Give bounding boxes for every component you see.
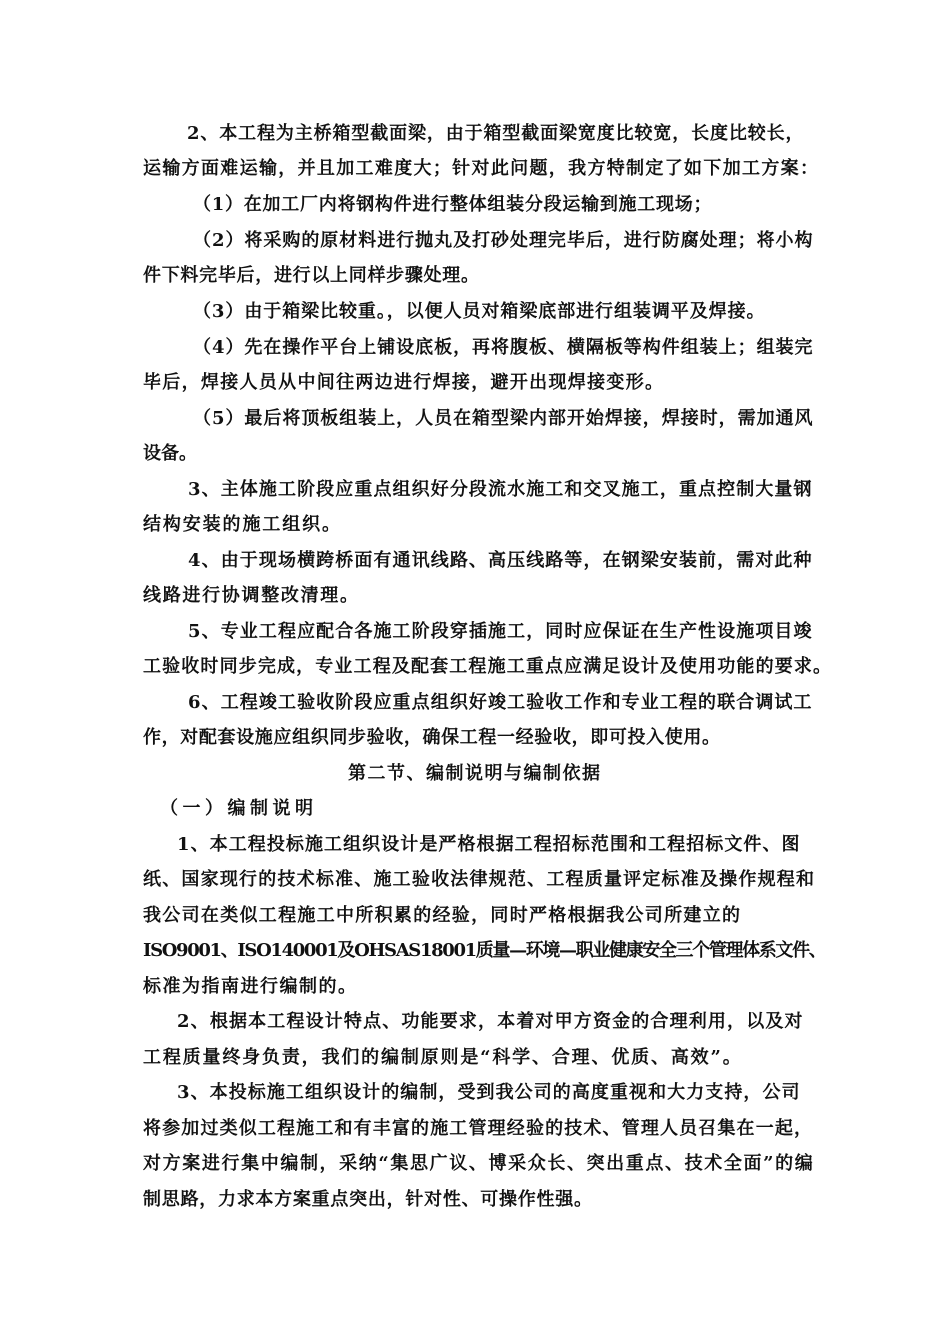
text-line: 2、本工程为主桥箱型截面梁，由于箱型截面梁宽度比较宽，长度比较长， bbox=[187, 123, 805, 144]
text-line: 5、专业工程应配合各施工阶段穿插施工，同时应保证在生产性设施项目竣 bbox=[188, 621, 813, 642]
text-line: 4、由于现场横跨桥面有通讯线路、高压线路等，在钢梁安装前，需对此种 bbox=[188, 550, 813, 571]
text-line: （1）在加工厂内将钢构件进行整体组装分段运输到施工现场； bbox=[193, 194, 713, 215]
text-line: 我公司在类似工程施工中所积累的经验，同时严格根据我公司所建立的 bbox=[143, 905, 742, 926]
text-line: 件下料完毕后，进行以上同样步骤处理。 bbox=[143, 265, 480, 286]
text-line: 6、工程竣工验收阶段应重点组织好竣工验收工作和专业工程的联合调试工 bbox=[188, 692, 813, 713]
text-line: 3、本投标施工组织设计的编制，受到我公司的高度重视和大力支持，公司 bbox=[177, 1082, 801, 1103]
text-line: 2、根据本工程设计特点、功能要求，本着对甲方资金的合理利用，以及对 bbox=[177, 1011, 804, 1032]
text-line: 毕后，焊接人员从中间往两边进行焊接，避开出现焊接变形。 bbox=[143, 372, 665, 393]
text-line: 工程质量终身负责，我们的编制原则是“科学、合理、优质、高效”。 bbox=[143, 1047, 743, 1068]
text-line: 1、本工程投标施工组织设计是严格根据工程招标范围和工程招标文件、图 bbox=[177, 834, 801, 855]
text-line: （3）由于箱梁比较重。，以便人员对箱梁底部进行组装调平及焊接。 bbox=[193, 301, 766, 322]
text-line: 标准为指南进行编制的。 bbox=[143, 976, 358, 997]
text-line: 结构安装的施工组织。 bbox=[143, 514, 342, 535]
text-line: （2）将采购的原材料进行抛丸及打砂处理完毕后，进行防腐处理；将小构 bbox=[193, 230, 814, 251]
text-line: 3、主体施工阶段应重点组织好分段流水施工和交叉施工，重点控制大量钢 bbox=[188, 479, 813, 500]
text-line: 作，对配套设施应组织同步验收，确保工程一经验收，即可投入使用。 bbox=[143, 727, 721, 748]
text-line: 对方案进行集中编制，采纳“集思广议、博采众长、突出重点、技术全面”的编 bbox=[143, 1153, 815, 1174]
text-line: （4）先在操作平台上铺设底板，再将腹板、横隔板等构件组装上；组装完 bbox=[193, 337, 814, 358]
text-line: 运输方面难运输，并且加工难度大；针对此问题，我方特制定了如下加工方案： bbox=[143, 158, 820, 179]
text-line: 将参加过类似工程施工和有丰富的施工管理经验的技术、管理人员召集在一起， bbox=[143, 1118, 814, 1139]
text-line: 设备。 bbox=[143, 443, 197, 464]
text-line: 线路进行协调整改清理。 bbox=[143, 585, 360, 606]
text-line: ISO9001、ISO140001及OHSAS18001质量—环境—职业健康安全三个管理体系文件、 bbox=[143, 940, 826, 961]
text-line: 工验收时同步完成，专业工程及配套工程施工重点应满足设计及使用功能的要求。 bbox=[143, 656, 833, 677]
text-line: （5）最后将顶板组装上，人员在箱型梁内部开始焊接，焊接时，需加通风 bbox=[193, 408, 814, 429]
section-heading: 第二节、编制说明与编制依据 bbox=[348, 763, 602, 784]
text-line: 纸、国家现行的技术标准、施工验收法律规范、工程质量评定标准及操作规程和 bbox=[143, 869, 816, 890]
subsection-heading: （一）编制说明 bbox=[160, 798, 318, 819]
text-line: 制思路，力求本方案重点突出，针对性、可操作性强。 bbox=[143, 1189, 593, 1210]
